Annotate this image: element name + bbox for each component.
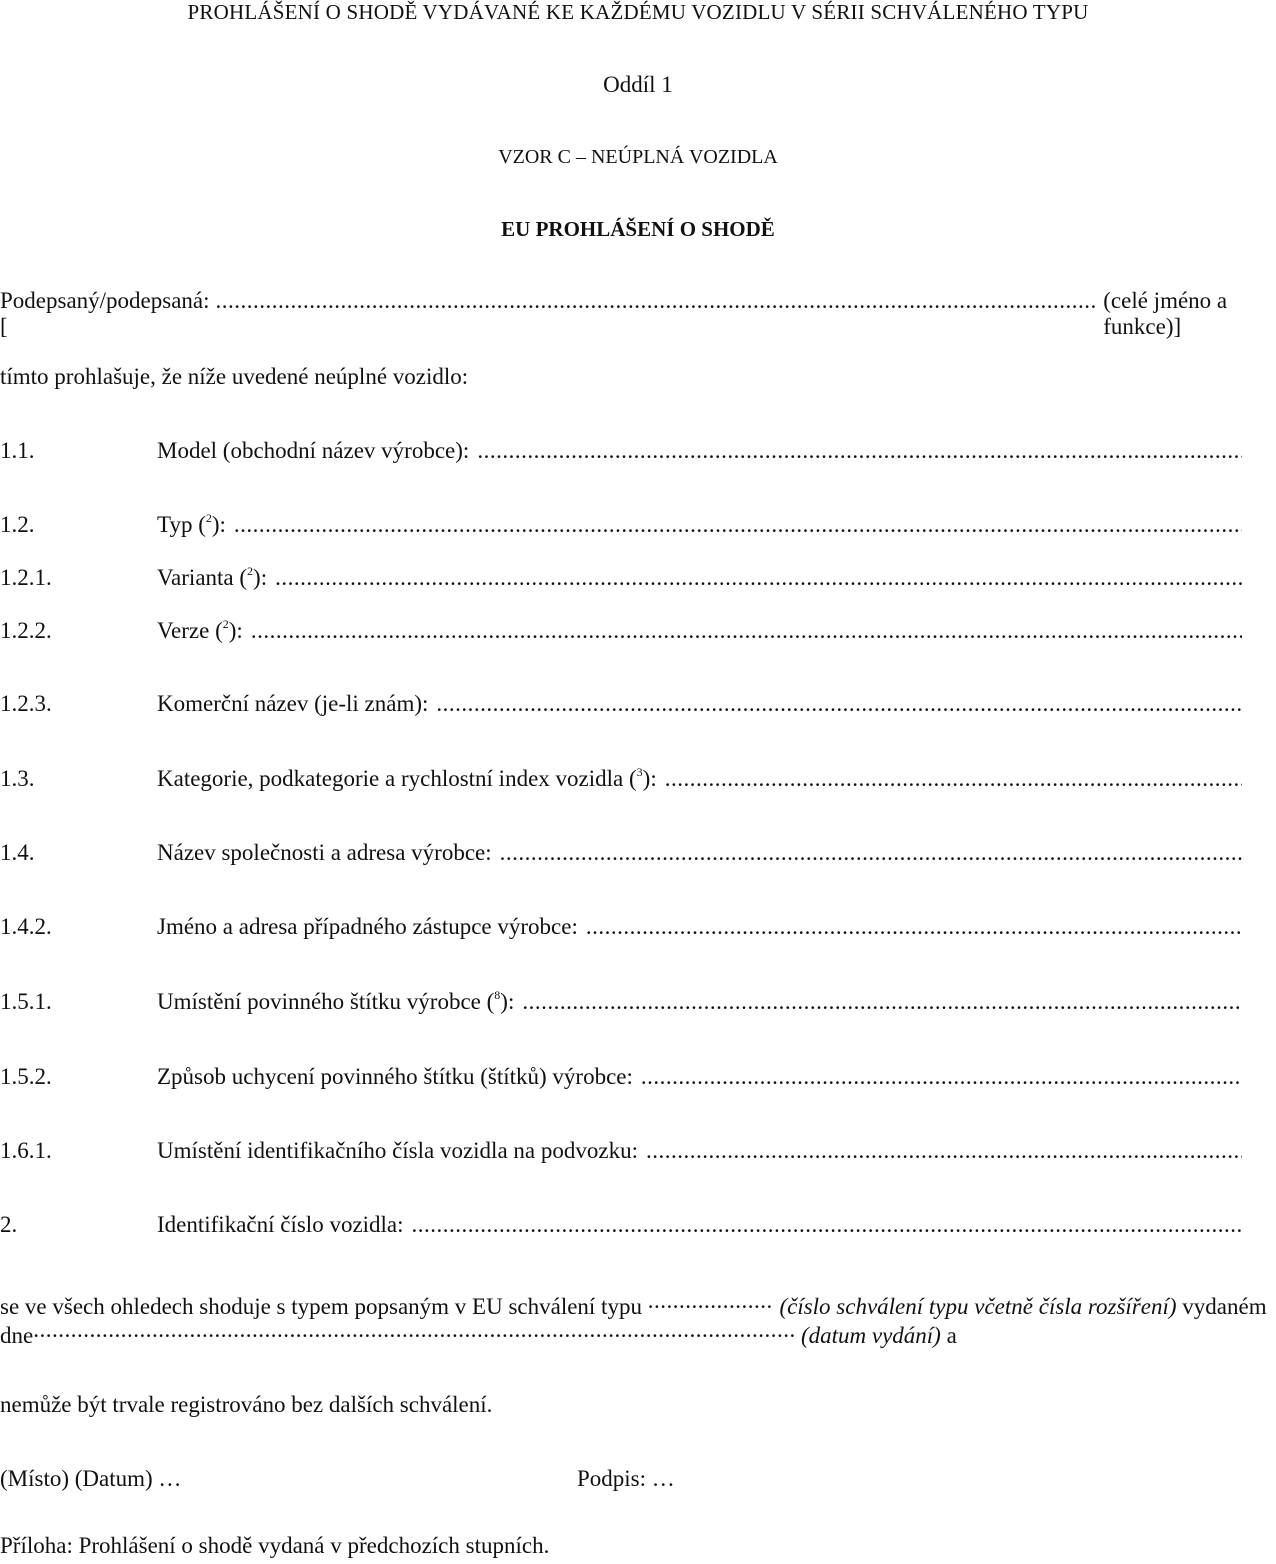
item-number: 1.1. [0, 438, 35, 463]
item-fill-field[interactable] [500, 840, 1242, 866]
item-fill-field[interactable] [665, 766, 1242, 792]
item-row [0, 1212, 1242, 1244]
document-title: EU PROHLÁŠENÍ O SHODĚ [501, 217, 775, 241]
conformity-text: se ve všech ohledech shoduje s typem popsaným v EU schválení typu [0, 1294, 642, 1319]
signatory-line [0, 288, 1242, 340]
item-number: 1.6.1. [0, 1138, 52, 1163]
item-number: 1.4. [0, 840, 35, 865]
footnote-ref: 2 [247, 564, 254, 578]
item-fill-field[interactable] [522, 989, 1242, 1015]
signatory-suffix: (celé jméno a funkce)] [1103, 288, 1228, 339]
footnote-ref: 8 [494, 988, 501, 1002]
item-number: 1.3. [0, 766, 35, 791]
item-number: 1.2.3. [0, 691, 52, 716]
conformity-issued: vydaném [1182, 1294, 1267, 1319]
item-number: 1.2. [0, 512, 35, 537]
item-number: 2. [0, 1212, 18, 1237]
footnote-ref: 2 [222, 617, 229, 631]
item-label: Umístění identifikačního čísla vozidla na podvozku: [157, 1138, 638, 1163]
item-fill-field[interactable] [251, 618, 1242, 644]
conformity-date-prefix: dne [0, 1323, 34, 1348]
item-label: Umístění povinného štítku výrobce ($^8$): [157, 988, 515, 1014]
item-label: Identifikační číslo vozidla: [157, 1212, 404, 1237]
item-fill-field[interactable] [641, 1064, 1242, 1090]
item-label: Komerční název (je-li znám): [157, 691, 429, 716]
item-fill-field[interactable] [646, 1138, 1242, 1164]
item-label: Způsob uchycení povinného štítku (štítků) výrobce: [157, 1064, 633, 1089]
item-row [0, 438, 1242, 470]
item-row [0, 691, 1242, 723]
issue-date-field[interactable] [33, 1317, 795, 1343]
approval-number-hint: (číslo schválení typu včetně čísla rozšíření) [779, 1294, 1177, 1319]
item-number: 1.5.1. [0, 989, 52, 1014]
item-fill-field[interactable] [477, 438, 1242, 464]
item-number: 1.2.2. [0, 618, 52, 643]
item-label: Typ ($^2$): [157, 511, 226, 537]
item-fill-field[interactable] [234, 512, 1242, 538]
item-row [0, 618, 1242, 650]
registration-note: nemůže být trvale registrováno bez dalších schválení. [0, 1392, 493, 1417]
item-fill-field[interactable] [436, 691, 1242, 717]
item-row [0, 914, 1242, 946]
item-label: Jméno a adresa případného zástupce výrobce: [157, 914, 578, 939]
item-fill-field[interactable] [275, 565, 1242, 591]
item-fill-field[interactable] [412, 1212, 1242, 1238]
annex-note: Příloha: Prohlášení o shodě vydaná v předchozích stupních. [0, 1533, 550, 1558]
conformity-line-1 [0, 1288, 1276, 1320]
signatory-name-field[interactable] [216, 288, 1098, 314]
section-label: Oddíl 1 [603, 72, 673, 97]
item-row [0, 565, 1242, 597]
form-header-title: PROHLÁŠENÍ O SHODĚ VYDÁVANÉ KE KAŽDÉMU VOZIDLU V SÉRII SCHVÁLENÉHO TYPU [187, 0, 1089, 24]
item-number: 1.4.2. [0, 914, 52, 939]
conformity-line-2 [0, 1317, 957, 1349]
item-label: Model (obchodní název výrobce): [157, 438, 470, 463]
conformity-and: a [946, 1323, 957, 1348]
item-fill-field[interactable] [586, 914, 1242, 940]
footnote-ref: 3 [636, 765, 643, 779]
item-row [0, 766, 1242, 798]
signature-field[interactable]: Podpis: … [577, 1466, 675, 1491]
intro-text: tímto prohlašuje, že níže uvedené neúplné vozidlo: [0, 364, 469, 389]
issue-date-hint: (datum vydání) [800, 1323, 941, 1348]
item-row [0, 840, 1242, 872]
item-row [0, 512, 1242, 544]
model-label: VZOR C – NEÚPLNÁ VOZIDLA [498, 146, 778, 168]
footnote-ref: 2 [205, 511, 212, 525]
item-row [0, 1064, 1242, 1096]
item-row [0, 989, 1242, 1021]
item-label: Název společnosti a adresa výrobce: [157, 840, 492, 865]
item-label: Varianta ($^2$): [157, 564, 268, 590]
approval-number-field[interactable] [648, 1288, 774, 1314]
item-number: 1.5.2. [0, 1064, 52, 1089]
item-row [0, 1138, 1242, 1170]
item-label: Kategorie, podkategorie a rychlostní index vozidla ($^3$): [157, 765, 657, 791]
place-date-field[interactable]: (Místo) (Datum) … [0, 1466, 182, 1491]
item-label: Verze ($^2$): [157, 617, 243, 643]
signatory-prefix: Podepsaný/podepsaná: [ [0, 288, 210, 339]
item-number: 1.2.1. [0, 565, 52, 590]
